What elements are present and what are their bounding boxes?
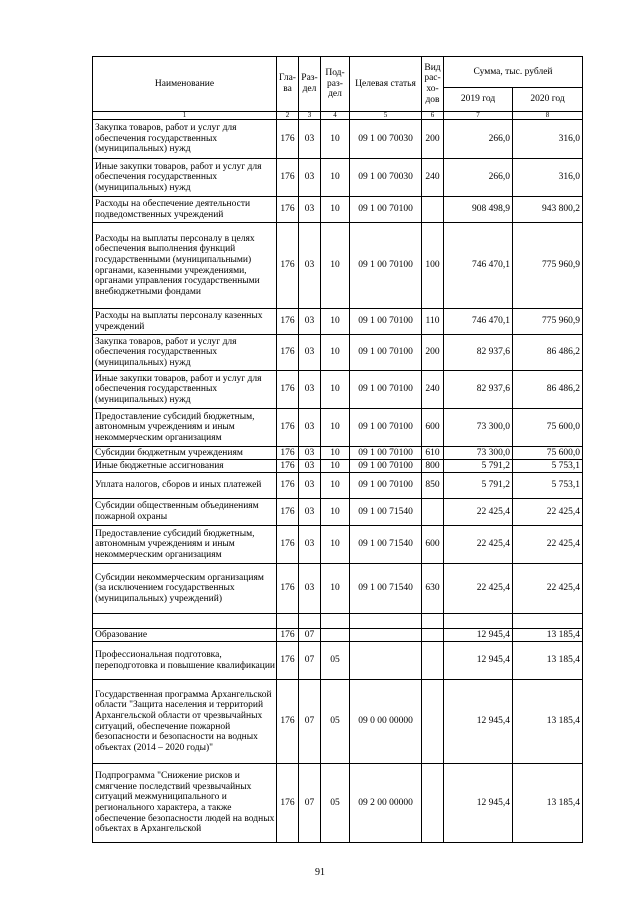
empty-cell (277, 614, 299, 629)
row-chapter: 176 (277, 197, 299, 223)
row-subsection: 10 (321, 335, 350, 371)
row-sum-2019: 12 945,4 (444, 629, 513, 642)
row-sum-2020: 316,0 (513, 120, 583, 159)
row-target: 09 1 00 70100 (350, 335, 422, 371)
row-sum-2020: 775 960,9 (513, 223, 583, 309)
row-sum-2019: 746 470,1 (444, 223, 513, 309)
row-sum-2019: 12 945,4 (444, 642, 513, 680)
header-subsection: Под-раз-дел (321, 57, 350, 112)
row-section: 03 (299, 197, 321, 223)
row-expense-type: 200 (422, 335, 444, 371)
table-row (93, 642, 583, 680)
row-section: 03 (299, 309, 321, 335)
row-sum-2020: 13 185,4 (513, 642, 583, 680)
row-chapter: 176 (277, 642, 299, 680)
header-year-2020: 2020 год (513, 88, 583, 112)
row-sum-2019: 22 425,4 (444, 526, 513, 564)
row-sum-2019: 22 425,4 (444, 564, 513, 614)
row-sum-2019: 746 470,1 (444, 309, 513, 335)
row-sum-2020: 316,0 (513, 159, 583, 197)
row-expense-type (422, 629, 444, 642)
row-subsection: 05 (321, 642, 350, 680)
row-subsection: 10 (321, 460, 350, 473)
table-row (93, 680, 583, 764)
row-target: 09 1 00 70100 (350, 409, 422, 447)
row-sum-2020: 5 753,1 (513, 473, 583, 499)
row-chapter: 176 (277, 499, 299, 526)
row-chapter: 176 (277, 409, 299, 447)
empty-cell (350, 614, 422, 629)
row-chapter: 176 (277, 159, 299, 197)
row-target: 09 0 00 00000 (350, 680, 422, 764)
row-target: 09 1 00 70100 (350, 447, 422, 460)
row-sum-2019: 82 937,6 (444, 371, 513, 409)
column-number: 5 (350, 112, 422, 120)
row-sum-2019: 266,0 (444, 159, 513, 197)
row-subsection: 10 (321, 526, 350, 564)
row-sum-2020: 86 486,2 (513, 371, 583, 409)
row-expense-type: 110 (422, 309, 444, 335)
row-name: Государственная программа Архангельской области "Защита населения и территорий Архангельской области от чрезвычайных ситуаций, обеспечение пожарной безопасности и безопасности на водных объектах (2014 – 2020 годы)" (93, 680, 277, 764)
row-section: 07 (299, 629, 321, 642)
row-chapter: 176 (277, 120, 299, 159)
row-target: 09 1 00 70100 (350, 473, 422, 499)
row-sum-2019: 5 791,2 (444, 460, 513, 473)
table-row (93, 764, 583, 843)
row-sum-2019: 908 498,9 (444, 197, 513, 223)
row-chapter: 176 (277, 764, 299, 843)
page-number: 91 (315, 867, 325, 878)
row-sum-2019: 12 945,4 (444, 680, 513, 764)
row-section: 07 (299, 642, 321, 680)
row-subsection: 10 (321, 309, 350, 335)
column-number: 8 (513, 112, 583, 120)
row-sum-2020: 75 600,0 (513, 409, 583, 447)
row-section: 03 (299, 460, 321, 473)
row-subsection: 05 (321, 680, 350, 764)
empty-cell (444, 614, 513, 629)
empty-cell (422, 614, 444, 629)
row-section: 03 (299, 473, 321, 499)
row-target: 09 1 00 70100 (350, 197, 422, 223)
table-row (93, 371, 583, 409)
header-target: Целевая статья (350, 57, 422, 112)
row-sum-2020: 775 960,9 (513, 309, 583, 335)
table-row (93, 447, 583, 460)
row-name: Субсидии бюджетным учреждениям (93, 447, 277, 460)
table-row (93, 629, 583, 642)
row-section: 03 (299, 447, 321, 460)
row-chapter: 176 (277, 371, 299, 409)
table-row (93, 409, 583, 447)
row-sum-2020: 13 185,4 (513, 680, 583, 764)
row-section: 07 (299, 680, 321, 764)
row-expense-type: 240 (422, 159, 444, 197)
table-row (93, 309, 583, 335)
row-name: Субсидии некоммерческим организациям (за исключением государственных (муниципальных) учреждений) (93, 564, 277, 614)
row-name: Предоставление субсидий бюджетным, автономным учреждениям и иным некоммерческим организациям (93, 409, 277, 447)
row-chapter: 176 (277, 526, 299, 564)
column-number: 6 (422, 112, 444, 120)
row-sum-2020: 13 185,4 (513, 764, 583, 843)
row-name: Иные закупки товаров, работ и услуг для обеспечения государственных (муниципальных) нужд (93, 371, 277, 409)
row-name: Подпрограмма "Снижение рисков и смягчение последствий чрезвычайных ситуаций межмуниципального и регионального характера, а также обеспечение безопасности людей на водных объектах в Архангельской (93, 764, 277, 843)
row-target: 09 1 00 71540 (350, 499, 422, 526)
table-row (93, 499, 583, 526)
row-name: Иные закупки товаров, работ и услуг для обеспечения государственных (муниципальных) нужд (93, 159, 277, 197)
row-name: Расходы на обеспечение деятельности подведомственных учреждений (93, 197, 277, 223)
row-target: 09 1 00 71540 (350, 526, 422, 564)
row-section: 03 (299, 120, 321, 159)
row-name: Уплата налогов, сборов и иных платежей (93, 473, 277, 499)
column-number: 3 (299, 112, 321, 120)
row-sum-2020: 22 425,4 (513, 564, 583, 614)
row-expense-type (422, 680, 444, 764)
header-sum: Сумма, тыс. рублей (444, 57, 583, 88)
row-section: 03 (299, 335, 321, 371)
empty-cell (321, 614, 350, 629)
row-chapter: 176 (277, 680, 299, 764)
table-row (93, 473, 583, 499)
row-expense-type: 850 (422, 473, 444, 499)
row-target: 09 1 00 70100 (350, 309, 422, 335)
row-subsection: 10 (321, 120, 350, 159)
row-expense-type: 240 (422, 371, 444, 409)
row-target: 09 1 00 70100 (350, 460, 422, 473)
row-subsection: 10 (321, 371, 350, 409)
row-sum-2019: 266,0 (444, 120, 513, 159)
row-section: 03 (299, 564, 321, 614)
row-target (350, 642, 422, 680)
row-sum-2019: 5 791,2 (444, 473, 513, 499)
row-section: 03 (299, 499, 321, 526)
empty-cell (299, 614, 321, 629)
row-name: Субсидии общественным объединениям пожарной охраны (93, 499, 277, 526)
row-name: Иные бюджетные ассигнования (93, 460, 277, 473)
table-row (93, 460, 583, 473)
row-target: 09 1 00 70030 (350, 159, 422, 197)
row-sum-2020: 22 425,4 (513, 526, 583, 564)
row-target: 09 1 00 71540 (350, 564, 422, 614)
column-number: 2 (277, 112, 299, 120)
row-subsection: 10 (321, 409, 350, 447)
row-sum-2020: 943 800,2 (513, 197, 583, 223)
row-chapter: 176 (277, 309, 299, 335)
header-expense-type: Вид рас-хо-дов (422, 57, 444, 112)
row-chapter: 176 (277, 447, 299, 460)
row-expense-type (422, 197, 444, 223)
row-subsection (321, 629, 350, 642)
header-name: Наименование (93, 57, 277, 112)
row-name: Закупка товаров, работ и услуг для обеспечения государственных (муниципальных) нужд (93, 120, 277, 159)
row-name: Образование (93, 629, 277, 642)
row-name: Расходы на выплаты персоналу казенных учреждений (93, 309, 277, 335)
row-subsection: 10 (321, 499, 350, 526)
row-section: 03 (299, 159, 321, 197)
row-expense-type (422, 642, 444, 680)
row-subsection: 10 (321, 473, 350, 499)
header-year-2019: 2019 год (444, 88, 513, 112)
table-row (93, 564, 583, 614)
row-chapter: 176 (277, 223, 299, 309)
row-expense-type: 600 (422, 409, 444, 447)
row-subsection: 10 (321, 159, 350, 197)
row-subsection: 10 (321, 223, 350, 309)
row-sum-2019: 73 300,0 (444, 447, 513, 460)
row-chapter: 176 (277, 629, 299, 642)
header-row (93, 57, 583, 88)
column-numbers-row (93, 112, 583, 120)
row-expense-type: 100 (422, 223, 444, 309)
table-row (93, 526, 583, 564)
column-number: 7 (444, 112, 513, 120)
table-row (93, 223, 583, 309)
row-sum-2020: 13 185,4 (513, 629, 583, 642)
row-target: 09 1 00 70030 (350, 120, 422, 159)
row-chapter: 176 (277, 564, 299, 614)
row-sum-2019: 82 937,6 (444, 335, 513, 371)
header-section: Раз-дел (299, 57, 321, 112)
row-target: 09 1 00 70100 (350, 223, 422, 309)
row-sum-2019: 12 945,4 (444, 764, 513, 843)
row-expense-type: 600 (422, 526, 444, 564)
row-expense-type (422, 499, 444, 526)
row-name: Предоставление субсидий бюджетным, автономным учреждениям и иным некоммерческим организациям (93, 526, 277, 564)
row-chapter: 176 (277, 460, 299, 473)
row-target: 09 2 00 00000 (350, 764, 422, 843)
row-expense-type: 200 (422, 120, 444, 159)
table-row (93, 335, 583, 371)
table-row (93, 197, 583, 223)
row-section: 03 (299, 526, 321, 564)
column-number: 4 (321, 112, 350, 120)
row-target (350, 629, 422, 642)
row-subsection: 10 (321, 197, 350, 223)
budget-table (92, 56, 583, 843)
row-chapter: 176 (277, 335, 299, 371)
row-sum-2020: 75 600,0 (513, 447, 583, 460)
row-subsection: 10 (321, 447, 350, 460)
row-section: 03 (299, 409, 321, 447)
row-section: 03 (299, 223, 321, 309)
row-sum-2020: 5 753,1 (513, 460, 583, 473)
row-subsection: 10 (321, 564, 350, 614)
row-sum-2020: 22 425,4 (513, 499, 583, 526)
row-name: Профессиональная подготовка, переподготовка и повышение квалификации (93, 642, 277, 680)
row-sum-2020: 86 486,2 (513, 335, 583, 371)
row-subsection: 05 (321, 764, 350, 843)
header-chapter: Гла-ва (277, 57, 299, 112)
row-expense-type: 630 (422, 564, 444, 614)
table-row (93, 159, 583, 197)
row-expense-type: 610 (422, 447, 444, 460)
row-chapter: 176 (277, 473, 299, 499)
empty-cell (513, 614, 583, 629)
row-section: 03 (299, 371, 321, 409)
table-row (93, 120, 583, 159)
row-sum-2019: 73 300,0 (444, 409, 513, 447)
row-expense-type (422, 764, 444, 843)
row-section: 07 (299, 764, 321, 843)
row-expense-type: 800 (422, 460, 444, 473)
row-sum-2019: 22 425,4 (444, 499, 513, 526)
empty-row (93, 614, 583, 629)
row-target: 09 1 00 70100 (350, 371, 422, 409)
row-name: Расходы на выплаты персоналу в целях обеспечения выполнения функций государственными (муниципальными) органами, казенными учреждениями, органами управления государственными внебюджетными фондами (93, 223, 277, 309)
empty-cell (93, 614, 277, 629)
row-name: Закупка товаров, работ и услуг для обеспечения государственных (муниципальных) нужд (93, 335, 277, 371)
column-number: 1 (93, 112, 277, 120)
